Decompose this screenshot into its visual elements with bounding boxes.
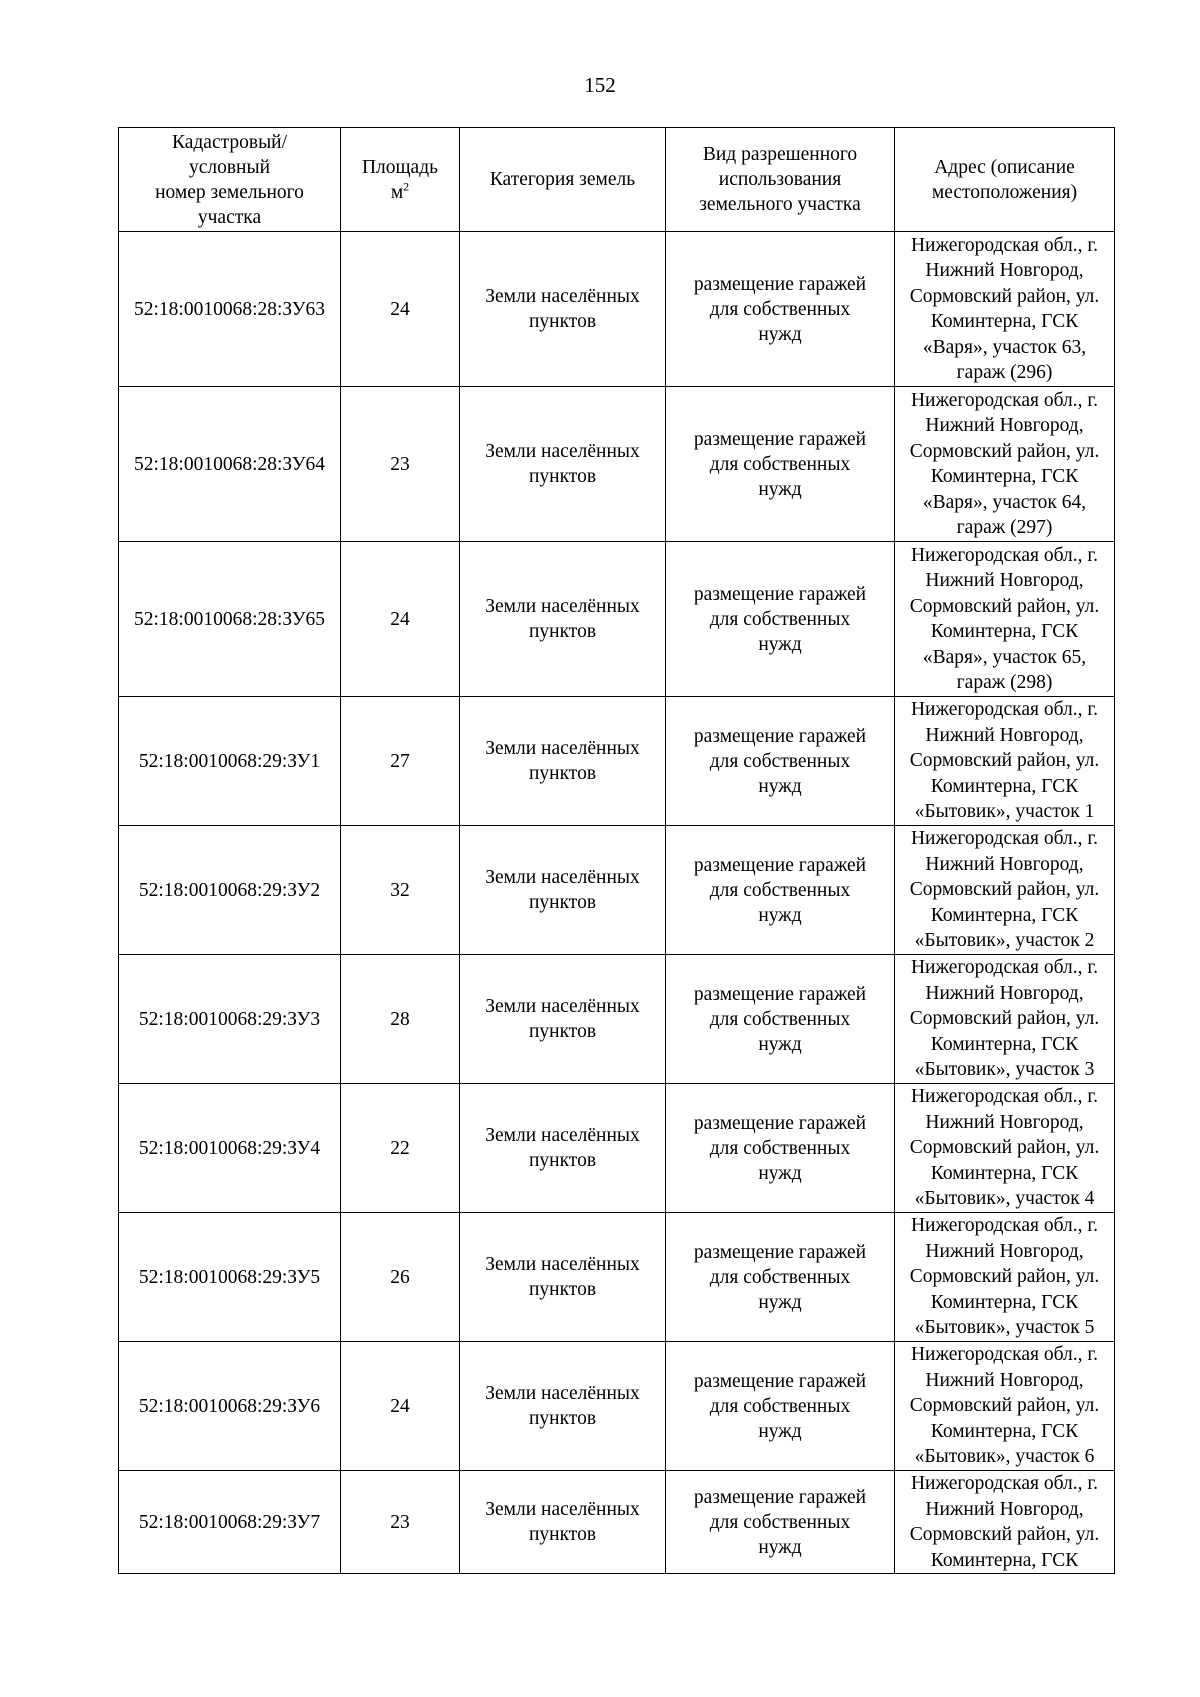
header-area: Площадь $м^2$: [341, 128, 460, 232]
cadastral-number-cell: 52:18:0010068:28:ЗУ64: [119, 387, 341, 542]
address-cell: Нижегородская обл., г. Нижний Новгород, Сормовский район, ул. Коминтерна, ГСК «Бытовик», участок 1: [895, 697, 1115, 826]
table-body: [119, 232, 1115, 1574]
header-land-category: Категория земель: [460, 128, 666, 232]
table-row: [119, 1213, 1115, 1342]
land-category-cell: Земли населённых пунктов: [460, 697, 666, 826]
land-category-cell: Земли населённых пунктов: [460, 826, 666, 955]
land-category-cell: Земли населённых пунктов: [460, 542, 666, 697]
land-category-cell: Земли населённых пунктов: [460, 232, 666, 387]
land-category-cell: Земли населённых пунктов: [460, 955, 666, 1084]
cadastral-number-cell: 52:18:0010068:29:ЗУ3: [119, 955, 341, 1084]
cadastral-number-cell: 52:18:0010068:29:ЗУ7: [119, 1471, 341, 1574]
address-cell: Нижегородская обл., г. Нижний Новгород, Сормовский район, ул. Коминтерна, ГСК «Бытовик», участок 6: [895, 1342, 1115, 1471]
address-cell: Нижегородская обл., г. Нижний Новгород, Сормовский район, ул. Коминтерна, ГСК «Варя», участок 63, гараж (296): [895, 232, 1115, 387]
table-row: [119, 1342, 1115, 1471]
cadastral-number-cell: 52:18:0010068:29:ЗУ1: [119, 697, 341, 826]
area-cell: 32: [341, 826, 460, 955]
table-row: [119, 826, 1115, 955]
permitted-use-cell: размещение гаражей для собственных нужд: [666, 1342, 895, 1471]
area-cell: 23: [341, 1471, 460, 1574]
permitted-use-cell: размещение гаражей для собственных нужд: [666, 542, 895, 697]
permitted-use-cell: размещение гаражей для собственных нужд: [666, 232, 895, 387]
table-row: [119, 1084, 1115, 1213]
address-cell: Нижегородская обл., г. Нижний Новгород, Сормовский район, ул. Коминтерна, ГСК «Бытовик», участок 3: [895, 955, 1115, 1084]
header-address: Адрес (описание местоположения): [895, 128, 1115, 232]
area-cell: 27: [341, 697, 460, 826]
table-row: [119, 232, 1115, 387]
cadastral-number-cell: 52:18:0010068:29:ЗУ2: [119, 826, 341, 955]
land-category-cell: Земли населённых пунктов: [460, 1471, 666, 1574]
land-category-cell: Земли населённых пунктов: [460, 387, 666, 542]
area-cell: 24: [341, 232, 460, 387]
address-cell: Нижегородская обл., г. Нижний Новгород, Сормовский район, ул. Коминтерна, ГСК «Бытовик», участок 2: [895, 826, 1115, 955]
cadastral-number-cell: 52:18:0010068:29:ЗУ6: [119, 1342, 341, 1471]
permitted-use-cell: размещение гаражей для собственных нужд: [666, 697, 895, 826]
address-cell: Нижегородская обл., г. Нижний Новгород, Сормовский район, ул. Коминтерна, ГСК «Варя», участок 64, гараж (297): [895, 387, 1115, 542]
land-plots-table: [118, 127, 1115, 1574]
land-category-cell: Земли населённых пунктов: [460, 1213, 666, 1342]
cadastral-number-cell: 52:18:0010068:28:ЗУ63: [119, 232, 341, 387]
table-header: [119, 128, 1115, 232]
area-cell: 23: [341, 387, 460, 542]
cadastral-number-cell: 52:18:0010068:29:ЗУ5: [119, 1213, 341, 1342]
address-cell: Нижегородская обл., г. Нижний Новгород, Сормовский район, ул. Коминтерна, ГСК «Варя», участок 65, гараж (298): [895, 542, 1115, 697]
permitted-use-cell: размещение гаражей для собственных нужд: [666, 826, 895, 955]
table-row: [119, 542, 1115, 697]
address-cell: Нижегородская обл., г. Нижний Новгород, Сормовский район, ул. Коминтерна, ГСК: [895, 1471, 1115, 1574]
area-cell: 24: [341, 1342, 460, 1471]
permitted-use-cell: размещение гаражей для собственных нужд: [666, 387, 895, 542]
header-cadastral-number: Кадастровый/ условный номер земельного участка: [119, 128, 341, 232]
header-permitted-use: Вид разрешенного использования земельного участка: [666, 128, 895, 232]
land-category-cell: Земли населённых пунктов: [460, 1084, 666, 1213]
table-row: [119, 697, 1115, 826]
address-cell: Нижегородская обл., г. Нижний Новгород, Сормовский район, ул. Коминтерна, ГСК «Бытовик», участок 5: [895, 1213, 1115, 1342]
permitted-use-cell: размещение гаражей для собственных нужд: [666, 1213, 895, 1342]
table-row: [119, 1471, 1115, 1574]
page-number: 152: [584, 73, 616, 97]
header-row: [119, 128, 1115, 232]
table-row: [119, 955, 1115, 1084]
area-cell: 22: [341, 1084, 460, 1213]
area-cell: 24: [341, 542, 460, 697]
cadastral-number-cell: 52:18:0010068:29:ЗУ4: [119, 1084, 341, 1213]
permitted-use-cell: размещение гаражей для собственных нужд: [666, 1084, 895, 1213]
permitted-use-cell: размещение гаражей для собственных нужд: [666, 1471, 895, 1574]
area-cell: 28: [341, 955, 460, 1084]
land-category-cell: Земли населённых пунктов: [460, 1342, 666, 1471]
cadastral-number-cell: 52:18:0010068:28:ЗУ65: [119, 542, 341, 697]
table-row: [119, 387, 1115, 542]
address-cell: Нижегородская обл., г. Нижний Новгород, Сормовский район, ул. Коминтерна, ГСК «Бытовик», участок 4: [895, 1084, 1115, 1213]
area-cell: 26: [341, 1213, 460, 1342]
permitted-use-cell: размещение гаражей для собственных нужд: [666, 955, 895, 1084]
